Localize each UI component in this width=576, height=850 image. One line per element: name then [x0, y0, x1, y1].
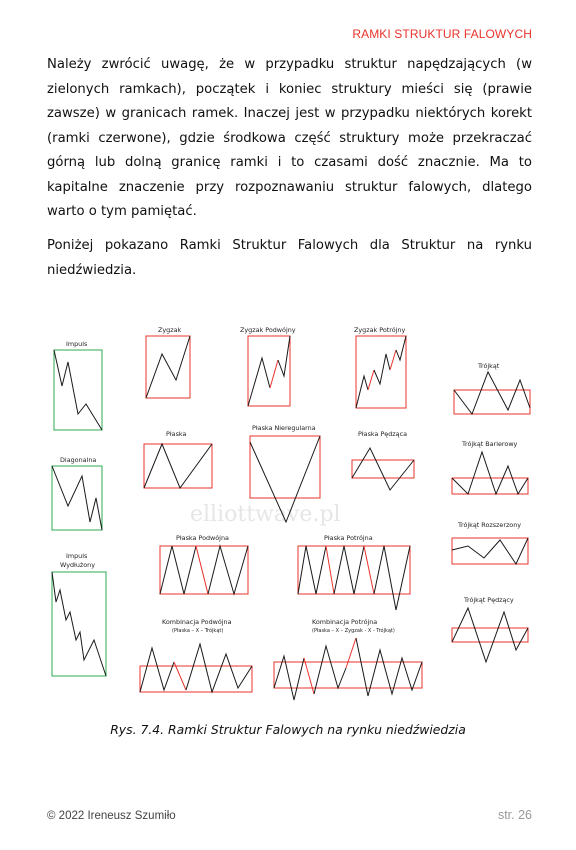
wave-plaska-podwojna-x: [196, 546, 208, 594]
label-zygzak-podwojny: Zygzak Podwójny: [240, 326, 296, 334]
diagram-trojkat-barierowy: [452, 440, 528, 494]
frame-zygzak-podwojny: [248, 336, 290, 406]
label-plaska-podwojna: Płaska Podwójna: [176, 534, 229, 542]
wave-plaska-pedzaca: [352, 448, 414, 490]
wave-plaska-podwojna-a: [160, 546, 196, 594]
wave-trojkat-rozszerzony: [452, 538, 528, 564]
wave-zygzak-podwojny-b: [278, 336, 290, 376]
frame-trojkat-pedzacy: [452, 628, 528, 642]
wave-zygzak: [146, 336, 190, 398]
wave-plaska-podwojna-b: [208, 546, 248, 594]
wave-zygzak-podwojny-a: [248, 358, 270, 406]
wave-zygzak-podwojny-x: [270, 360, 278, 388]
footer-page-number: str. 26: [497, 808, 532, 822]
wave-plaska-potrojna-c: [374, 546, 410, 610]
wave-trojkat: [454, 372, 530, 414]
wave-plaska-potrojna-x1: [326, 546, 334, 594]
label-zygzak: Zygzak: [158, 326, 182, 334]
label-trojkat-pedzacy: Trójkąt Pędzący: [464, 596, 514, 604]
wave-diagonalna: [52, 466, 102, 530]
label-diagonalna: Diagonalna: [60, 456, 97, 464]
diagram-kombinacja-potrojna: [274, 618, 422, 700]
wave-impuls: [54, 350, 102, 430]
label-zygzak-potrojny: Zygzak Potrójny: [354, 326, 406, 334]
footer-copyright: © 2022 Ireneusz Szumiło: [47, 810, 176, 822]
frame-plaska: [144, 444, 212, 488]
wave-diagrams-svg: [40, 318, 540, 718]
diagram-plaska-pedzaca: [352, 430, 414, 490]
wave-zygzak-potrojny-x1: [368, 370, 374, 390]
label-plaska-pedzaca: Płaska Pędząca: [358, 430, 407, 438]
wave-kombinacja-podwojna-b: [186, 644, 252, 692]
wave-kombinacja-potrojna-x1: [304, 658, 314, 694]
frame-zygzak: [146, 336, 190, 398]
diagram-trojkat-pedzacy: [452, 596, 528, 662]
wave-kombinacja-potrojna-b: [314, 646, 346, 694]
wave-plaska-potrojna-b: [334, 546, 364, 594]
diagram-zygzak-potrojny: [354, 326, 406, 408]
label-impuls: Impuls: [66, 340, 88, 348]
wave-plaska: [144, 444, 212, 488]
diagram-impuls: [54, 340, 102, 430]
frame-trojkat-barierowy: [452, 478, 528, 494]
label-impuls-wydluzony-2: Wydłużony: [60, 561, 96, 569]
diagram-trojkat-rozszerzony: [452, 521, 528, 564]
body-paragraph-1: Należy zwrócić uwagę, że w przypadku struktur napędzających (w zielonych ramkach), początek i koniec struktury mieści się (prawie zawsze) w granicach ramek. Inaczej jest w przypadku niektórych korekt (ramki czerwone), gdzie środkowa część struktury może przekraczać górną lub dolną granicę ramki i to czasami dość znacznie. Ma to kapitalne znaczenie przy rozpoznawaniu struktur falowych, dlatego warto o tym pamiętać.: [47, 57, 532, 219]
wave-kombinacja-podwojna-a: [140, 648, 174, 692]
figure-caption: Rys. 7.4. Ramki Struktur Falowych na rynku niedźwiedzia: [110, 722, 466, 737]
frame-trojkat: [454, 390, 530, 414]
diagram-plaska-podwojna: [160, 534, 248, 594]
wave-zygzak-potrojny-c: [396, 336, 406, 360]
label-trojkat-barierowy: Trójkąt Barierowy: [462, 440, 518, 448]
wave-trojkat-barierowy: [452, 452, 528, 494]
label-kombinacja-potrojna-sub: (Płaska – X – Zygzak - X - Trójkąt): [312, 628, 395, 634]
label-kombinacja-podwojna: Kombinacja Podwójna: [162, 618, 232, 626]
frame-diagonalna: [52, 466, 102, 530]
watermark-text: elliottwave.pl: [190, 502, 341, 527]
frame-plaska-nieregularna: [250, 436, 320, 498]
wave-zygzak-potrojny-a: [356, 376, 368, 408]
label-impuls-wydluzony-1: Impuls: [66, 552, 88, 560]
diagram-plaska: [144, 430, 212, 488]
diagram-impuls-wydluzony: [52, 552, 106, 676]
frame-zygzak-potrojny: [356, 336, 406, 408]
diagram-kombinacja-podwojna: [140, 618, 252, 692]
label-kombinacja-podwojna-sub: (Płaska – X – Trójkąt): [172, 628, 224, 634]
wave-trojkat-pedzacy: [452, 608, 528, 662]
wave-kombinacja-potrojna-x2: [346, 638, 356, 668]
running-header: RAMKI STRUKTUR FALOWYCH: [352, 27, 532, 41]
label-plaska-potrojna: Płaska Potrójna: [324, 534, 373, 542]
wave-structure-figure: [40, 318, 540, 718]
label-plaska-nieregularna: Płaska Nieregularna: [252, 424, 316, 432]
wave-plaska-potrojna-a: [298, 546, 326, 594]
label-kombinacja-potrojna: Kombinacja Potrójna: [312, 618, 378, 626]
diagram-diagonalna: [52, 456, 102, 530]
label-trojkat-rozszerzony: Trójkąt Rozszerzony: [458, 521, 522, 529]
label-plaska: Płaska: [166, 430, 187, 438]
diagram-zygzak: [146, 326, 190, 398]
wave-impuls-wydluzony: [52, 572, 106, 676]
diagram-zygzak-podwojny: [240, 326, 296, 406]
frame-plaska-podwojna: [160, 546, 248, 594]
diagram-trojkat: [454, 362, 530, 414]
frame-impuls-wydluzony: [52, 572, 106, 676]
wave-kombinacja-potrojna-c: [356, 638, 422, 696]
wave-zygzak-potrojny-b: [374, 354, 390, 384]
wave-kombinacja-potrojna-a: [274, 656, 304, 700]
wave-plaska-potrojna-x2: [364, 546, 374, 594]
label-trojkat: Trójkąt: [478, 362, 500, 370]
diagram-plaska-potrojna: [298, 534, 410, 610]
wave-zygzak-potrojny-x2: [390, 350, 396, 370]
body-paragraph-2: Poniżej pokazano Ramki Struktur Falowych dla Struktur na rynku niedźwiedzia.: [47, 238, 532, 278]
